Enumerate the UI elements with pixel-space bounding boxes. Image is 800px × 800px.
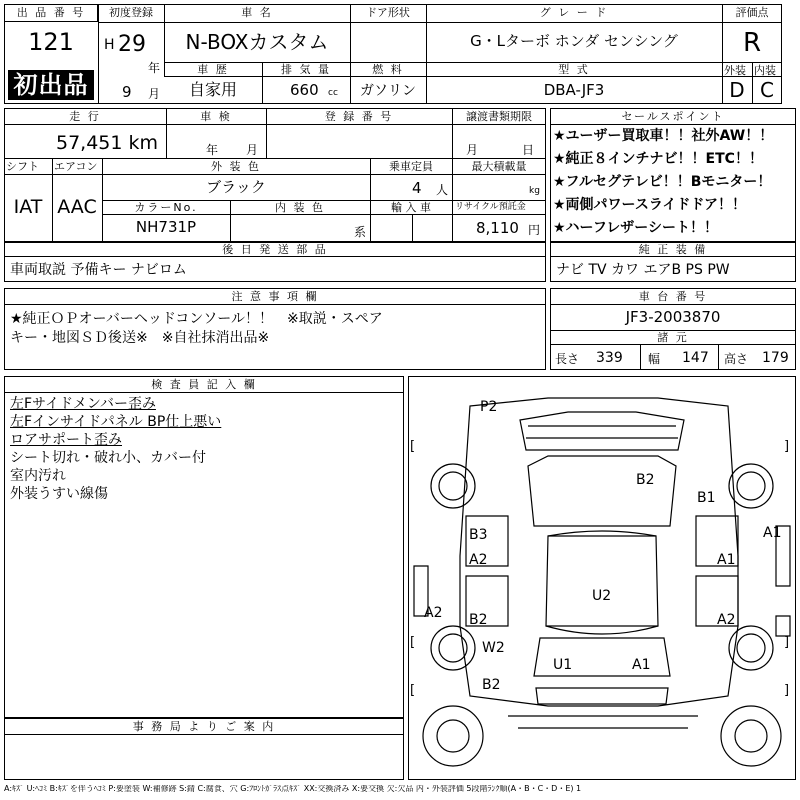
sales-point-line: ★ハーフレザーシート！！ [553, 220, 719, 236]
mark-u2: U2 [592, 588, 612, 604]
door-label: ドア形状 [366, 6, 410, 19]
history: 自家用 [188, 80, 237, 99]
year-unit: 年 [148, 61, 161, 75]
height-label: 高さ [724, 352, 749, 366]
color-no-label: カラーNo. [134, 201, 198, 214]
month-value: 9 [122, 83, 132, 101]
vehicle-info-block [4, 108, 546, 242]
legend: A:ｷｽﾞ U:ﾍｺﾐ B:ｷｽﾞを伴うﾍｺﾐ P:要塗装 W:補修跡 S:錆 C:腐食、穴 G:ﾌﾛﾝﾄｶﾞﾗｽ点ｷｽﾞ XX:交換済み X:要交換 欠:欠品 内・外装評価 5段階ﾗﾝｸ順(A・B・C・D・E) 1 [4, 785, 582, 793]
bracket-left-bottom: [ [410, 683, 416, 698]
recycle-label: リサイクル預託金 [455, 202, 526, 212]
mileage-label: 走 行 [69, 110, 101, 123]
color-no: NH731P [135, 218, 197, 236]
bracket-right-bottom: ] [784, 683, 790, 698]
model: DBA-JF3 [543, 81, 605, 99]
bracket-left-mid: [ [410, 635, 416, 650]
grade-label: グ レ ー ド [539, 6, 609, 19]
mark-a1-right: A1 [763, 525, 782, 541]
mark-w2: W2 [482, 640, 505, 656]
shift: IAT [13, 196, 43, 218]
sales-points-label: セールスポイント [621, 110, 725, 123]
color: ブラック [206, 178, 266, 196]
transfer-month: 月 [466, 143, 479, 157]
notes-label: 注 意 事 項 欄 [231, 290, 319, 303]
era: H [104, 37, 115, 53]
equipment-text: ナビ TV カワ エアB PS PW [556, 262, 730, 278]
inspection-label: 車 検 [200, 110, 232, 123]
inspection-month: 月 [246, 143, 259, 157]
mark-b2-roof: B2 [636, 472, 655, 488]
inspection-year: 年 [206, 143, 219, 157]
sales-point-line: ★純正８インチナビ！！ETC！！ [553, 151, 763, 167]
interior-color-unit: 系 [354, 225, 367, 239]
recycle-unit: 円 [528, 223, 541, 237]
mark-a2-leftdoor: A2 [469, 552, 488, 568]
notes-line: ★純正ＯＰオーバーヘッドコンソール！！ ※取説・スペア [10, 311, 383, 327]
length-label: 長さ [555, 352, 580, 366]
sales-point-line: ★両側パワースライドドア！！ [553, 197, 747, 213]
post-delivery-label: 後 日 発 送 部 品 [222, 243, 328, 256]
grade: G・Lターボ ホンダ センシング [470, 32, 678, 50]
car-name-label: 車 名 [241, 6, 273, 19]
history-label: 車 歴 [197, 63, 229, 76]
ac: AAC [57, 196, 97, 218]
reg-no-label: 登 録 番 号 [324, 110, 394, 123]
chassis-label: 車 台 番 号 [638, 290, 708, 303]
chassis-number: JF3-2003870 [625, 308, 721, 326]
capacity-unit: 人 [436, 183, 449, 197]
displacement: 660 [290, 81, 319, 99]
inspector-line: 左Fインサイドパネル BP仕上悪い [10, 414, 222, 430]
month-unit: 月 [148, 87, 161, 101]
interior-label: 内装 [754, 64, 776, 77]
exterior-score: D [729, 78, 745, 102]
inspector-label: 検 査 員 記 入 欄 [151, 378, 257, 391]
car-diagram [408, 376, 796, 780]
inspector-line: ロアサポート歪み [10, 432, 122, 448]
load-label: 最大積載量 [471, 160, 527, 173]
mark-b3: B3 [469, 527, 488, 543]
score-label: 評価点 [735, 6, 769, 19]
mark-u1: U1 [553, 657, 573, 673]
mark-a2-right: A2 [717, 612, 736, 628]
bracket-left-top: [ [410, 439, 416, 454]
inspector-line: 左Fサイドメンバー歪み [10, 396, 156, 412]
inspector-line: 室内汚れ [10, 468, 66, 484]
displacement-label: 排 気 量 [281, 63, 331, 76]
reg-year: 29 [118, 32, 146, 57]
transfer-label: 譲渡書類期限 [466, 110, 532, 123]
mark-b1: B1 [697, 490, 716, 506]
dims-label: 諸 元 [657, 331, 689, 344]
shift-label: シフト [6, 160, 39, 173]
office-label: 事 務 局 よ り ご 案 内 [132, 720, 276, 733]
mark-a2-leftfender: A2 [424, 605, 443, 621]
displacement-unit: cc [328, 88, 338, 98]
bracket-right-top: ] [784, 439, 790, 454]
capacity: 4 [412, 179, 422, 197]
post-delivery-text: 車両取説 予備キー ナビロム [10, 262, 187, 278]
mark-b2-left: B2 [469, 612, 488, 628]
width-label: 幅 [648, 352, 661, 366]
sales-point-line: ★フルセグテレビ！！Bモニター！ [553, 174, 772, 190]
sales-point-line: ★ユーザー買取車！！社外AW！！ [553, 128, 774, 144]
width: 147 [682, 350, 709, 366]
import-label: 輸 入 車 [391, 201, 431, 214]
recycle: 8,110 [476, 219, 519, 237]
car-name: N-BOXカスタム [185, 30, 329, 54]
length: 339 [596, 350, 623, 366]
color-label: 外 装 色 [211, 160, 261, 173]
inspector-line: シート切れ・破れ小、カバー付 [10, 450, 206, 466]
fuel-label: 燃 料 [372, 63, 404, 76]
inspector-line: 外装うすい線傷 [10, 486, 108, 502]
mark-b2-bottom: B2 [482, 677, 501, 693]
interior-score: C [760, 78, 774, 102]
first-listing-badge: 初出品 [8, 70, 94, 100]
height: 179 [762, 350, 789, 366]
exterior-label: 外装 [724, 64, 746, 77]
interior-color-label: 内 装 色 [275, 201, 325, 214]
lot-no: 121 [28, 28, 74, 56]
load-unit: kg [529, 186, 540, 196]
mark-a1-rightdoor: A1 [717, 552, 736, 568]
notes-line: キー・地図ＳＤ後送※ ※自社抹消出品※ [10, 330, 270, 346]
transfer-day: 日 [522, 143, 535, 157]
score: R [742, 28, 762, 58]
model-label: 型 式 [558, 63, 590, 76]
capacity-label: 乗車定員 [389, 160, 433, 173]
equipment-label: 純 正 装 備 [638, 243, 708, 256]
lot-no-label: 出 品 番 号 [16, 6, 86, 19]
mark-p2: P2 [480, 399, 498, 415]
mark-a1-front: A1 [632, 657, 651, 673]
fuel: ガソリン [360, 83, 416, 99]
ac-label: エアコン [54, 160, 98, 173]
mileage: 57,451 km [56, 132, 159, 154]
first-reg-label: 初度登録 [109, 6, 153, 19]
bracket-right-mid: ] [784, 635, 790, 650]
